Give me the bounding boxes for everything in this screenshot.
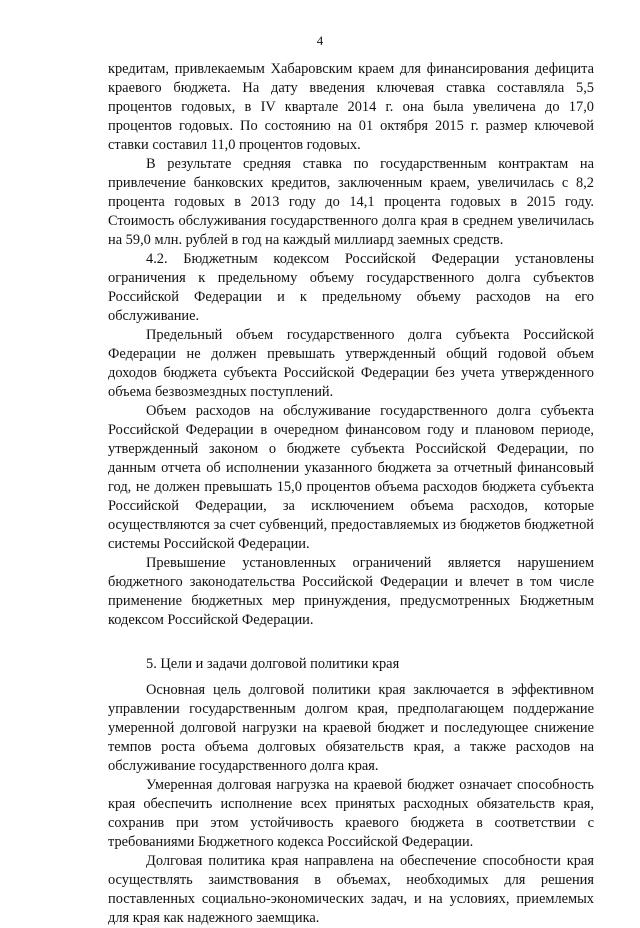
- paragraph: В результате средняя ставка по государственным контрактам на привлечение банковских кредитов, заключенным краем, увеличилась с 8,2 процента годовых в 2013 году до 14,1 процента годовых в 2015 году. Стоимость обслуживания государственного долга края в среднем увеличилась на 59,0 млн. рублей в год на каждый миллиард заемных средств.: [108, 156, 594, 248]
- paragraph: 4.2. Бюджетным кодексом Российской Федерации установлены ограничения к предельному объему государственного долга субъектов Российской Федерации и к предельному объему расходов на его обслуживание.: [108, 251, 594, 324]
- paragraph: Превышение установленных ограничений является нарушением бюджетного законодательства Российской Федерации и влечет в том числе применение бюджетных мер принуждения, предусмотренных Бюджетным кодексом Российской Федерации.: [108, 555, 594, 628]
- paragraph: Долговая политика края направлена на обеспечение способности края осуществлять заимствования в объемах, необходимых для решения поставленных социально-экономических задач, и на условиях, приемлемых для края как надежного заемщика.: [108, 853, 594, 926]
- section-heading: 5. Цели и задачи долговой политики края: [146, 656, 400, 672]
- page-number: 4: [316, 33, 324, 48]
- paragraph: Предельный объем государственного долга субъекта Российской Федерации не должен превышать утвержденный общий годовой объем доходов бюджета субъекта Российской Федерации без учета утвержденного объема безвозмездных поступлений.: [108, 327, 594, 400]
- paragraph: Умеренная долговая нагрузка на краевой бюджет означает способность края обеспечить исполнение всех принятых расходных обязательств края, сохранив при этом устойчивость краевого бюджета в соответствии с требованиями Бюджетного кодекса Российской Федерации.: [108, 777, 594, 850]
- paragraph: Основная цель долговой политики края заключается в эффективном управлении государственным долгом края, предполагающем поддержание умеренной долговой нагрузки на краевой бюджет и последующее снижение темпов роста объема долговых обязательств края, а также расходов на обслуживание государственного долга края.: [108, 682, 594, 774]
- paragraph-continuation: кредитам, привлекаемым Хабаровским краем для финансирования дефицита краевого бюджета. На дату введения ключевая ставка составляла 5,5 процентов годовых, в IV квартале 2014 г. она была увеличена до 17,0 процентов годовых. По состоянию на 01 октября 2015 г. размер ключевой ставки составил 11,0 процентов годовых.: [108, 61, 594, 153]
- paragraph: Объем расходов на обслуживание государственного долга субъекта Российской Федерации в очередном финансовом году и плановом периоде, утвержденный законом о бюджете субъекта Российской Федерации, по данным отчета об исполнении указанного бюджета за отчетный финансовый год, не должен превышать 15,0 процентов объема расходов бюджета субъекта Российской Федерации, за исключением объема расходов, которые осуществляются за счет субвенций, предоставляемых из бюджетов бюджетной системы Российской Федерации.: [108, 403, 594, 552]
- document-body: [108, 60, 594, 928]
